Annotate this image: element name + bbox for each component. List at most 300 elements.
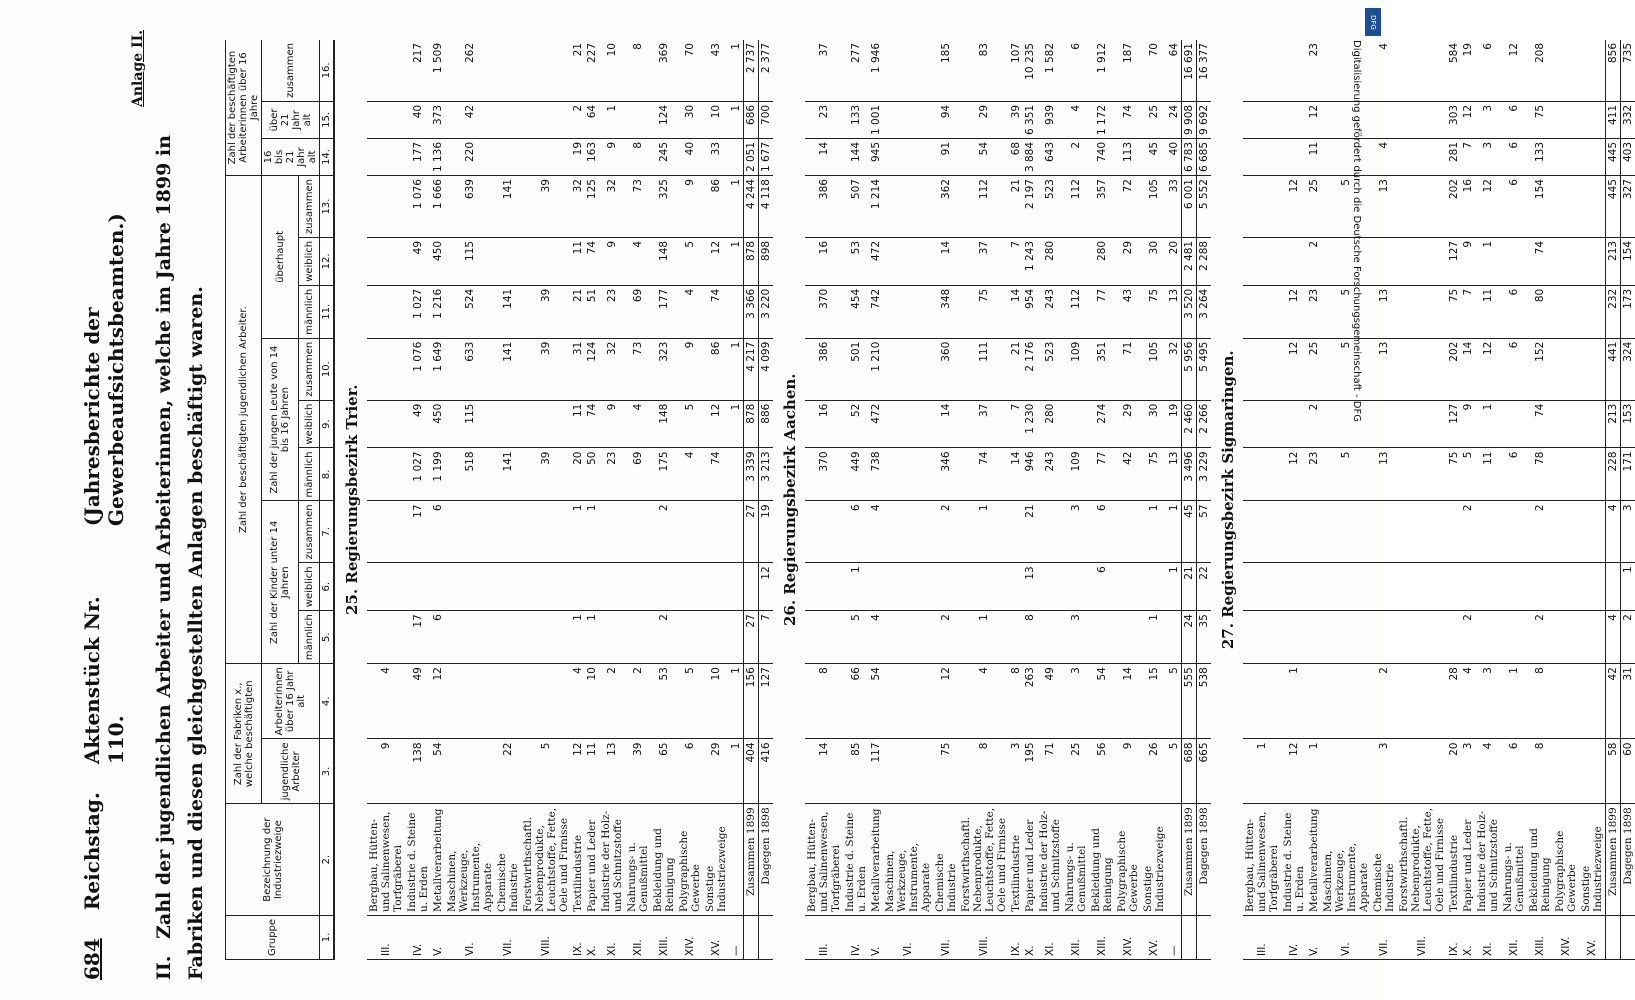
value-cell: 8 bbox=[1023, 611, 1037, 664]
value-cell: 1 912 bbox=[1089, 40, 1115, 101]
value-cell: 85 bbox=[843, 739, 869, 804]
value-cell: 141 bbox=[495, 285, 521, 338]
label-cell: Zusammen 1899 bbox=[1182, 804, 1197, 916]
value-cell: 52 bbox=[843, 400, 869, 448]
label-cell: Maschinen, Werkzeuge, Instrumente, Apparate bbox=[1321, 804, 1371, 916]
value-cell: 27 bbox=[744, 501, 759, 563]
value-cell: 232 bbox=[1606, 285, 1621, 338]
value-cell: 154 bbox=[1527, 176, 1553, 238]
value-cell: 17 bbox=[405, 501, 431, 563]
value-cell: 2 460 bbox=[1182, 400, 1197, 448]
value-cell: 3 213 bbox=[759, 448, 774, 501]
table-row bbox=[625, 40, 651, 960]
col-ueberhaupt: überhaupt bbox=[262, 176, 299, 339]
value-cell: 29 bbox=[1115, 400, 1141, 448]
value-cell: 12 bbox=[759, 563, 774, 611]
col-16-21: 16 bis 21 Jahr alt bbox=[262, 138, 320, 175]
value-cell: 1 bbox=[959, 501, 1009, 563]
value-cell bbox=[599, 611, 625, 664]
value-cell: 12 bbox=[1281, 285, 1307, 338]
value-cell bbox=[495, 664, 521, 739]
label-cell: Textilindustrie bbox=[1447, 804, 1461, 916]
value-cell: 39 bbox=[1009, 101, 1023, 138]
value-cell: 5 956 bbox=[1182, 338, 1197, 400]
table-row bbox=[843, 40, 869, 960]
value-cell bbox=[1321, 664, 1371, 739]
header-actenstueck: Aktenstück Nr. 110. bbox=[80, 596, 128, 765]
value-cell bbox=[1397, 448, 1447, 501]
value-cell: 20 bbox=[1167, 237, 1182, 285]
value-cell: 370 bbox=[805, 448, 843, 501]
value-cell: 185 bbox=[933, 40, 959, 101]
value-cell: 74 bbox=[585, 237, 599, 285]
table-row bbox=[1243, 40, 1281, 960]
value-cell bbox=[1167, 611, 1182, 664]
value-cell: 3 366 bbox=[744, 285, 759, 338]
value-cell: 5 bbox=[1321, 285, 1371, 338]
value-cell bbox=[1553, 40, 1579, 101]
value-cell bbox=[1089, 611, 1115, 664]
value-cell: 6 bbox=[1089, 563, 1115, 611]
value-cell: 144 bbox=[843, 138, 869, 175]
label-cell: Metallverarbeitung bbox=[869, 804, 883, 916]
value-cell: 11 bbox=[1475, 285, 1501, 338]
value-cell: 4 217 bbox=[744, 338, 759, 400]
value-cell bbox=[883, 664, 933, 739]
value-cell: 450 bbox=[431, 237, 445, 285]
value-cell bbox=[1501, 501, 1527, 563]
value-cell bbox=[585, 563, 599, 611]
value-cell: 43 bbox=[1115, 285, 1141, 338]
value-cell: 7 bbox=[1009, 400, 1023, 448]
value-cell: 75 bbox=[1447, 448, 1461, 501]
value-cell: 4 bbox=[869, 611, 883, 664]
value-cell: 13 bbox=[1371, 176, 1397, 238]
value-cell: 12 bbox=[1281, 739, 1307, 804]
value-cell: 28 bbox=[1447, 664, 1461, 739]
value-cell bbox=[367, 40, 405, 101]
value-cell: 5 bbox=[843, 611, 869, 664]
value-cell: 2 bbox=[625, 664, 651, 739]
value-cell: 5 bbox=[677, 237, 703, 285]
column-number: 5. bbox=[320, 611, 335, 664]
value-cell: 1 214 bbox=[869, 176, 883, 238]
value-cell bbox=[1243, 664, 1281, 739]
column-number: 7. bbox=[320, 501, 335, 563]
value-cell bbox=[495, 138, 521, 175]
value-cell: 6 bbox=[1501, 448, 1527, 501]
value-cell: 12 bbox=[703, 400, 729, 448]
value-cell: 441 bbox=[1606, 338, 1621, 400]
value-cell: 65 bbox=[651, 739, 677, 804]
value-cell: 1 bbox=[1621, 563, 1635, 611]
value-cell: 2 bbox=[651, 501, 677, 563]
value-cell: 141 bbox=[495, 338, 521, 400]
value-cell: 5 bbox=[1461, 448, 1475, 501]
value-cell bbox=[625, 563, 651, 611]
label-cell: Maschinen, Werkzeuge, Instrumente, Apparate bbox=[883, 804, 933, 916]
value-cell: 8 bbox=[625, 40, 651, 101]
value-cell bbox=[1371, 563, 1397, 611]
col-j-zusammen: zusammen bbox=[299, 338, 320, 400]
value-cell bbox=[521, 40, 571, 101]
group-cell: X. bbox=[1023, 915, 1037, 959]
value-cell: 13 bbox=[1371, 338, 1397, 400]
value-cell bbox=[495, 101, 521, 138]
value-cell: 1 bbox=[1141, 611, 1167, 664]
group-cell: XV. bbox=[1141, 915, 1167, 959]
value-cell: 40 bbox=[1167, 138, 1182, 175]
page-number: 684 bbox=[80, 938, 104, 980]
district-heading-row bbox=[773, 40, 805, 960]
value-cell: 411 bbox=[1606, 101, 1621, 138]
value-cell: 148 bbox=[651, 237, 677, 285]
label-cell: Metallverarbeitung bbox=[1307, 804, 1321, 916]
title-number: II. bbox=[153, 955, 175, 980]
value-cell: 245 bbox=[651, 138, 677, 175]
value-cell: 31 bbox=[571, 338, 585, 400]
value-cell: 303 bbox=[1447, 101, 1461, 138]
value-cell: 450 bbox=[431, 400, 445, 448]
value-cell: 112 bbox=[1063, 176, 1089, 238]
group-cell: III. bbox=[805, 915, 843, 959]
group-cell: VII. bbox=[1371, 915, 1397, 959]
value-cell: 878 bbox=[744, 400, 759, 448]
group-cell: IV. bbox=[843, 915, 869, 959]
value-cell: 56 bbox=[1089, 739, 1115, 804]
value-cell: 75 bbox=[1141, 285, 1167, 338]
title-text: Zahl der jugendlichen Arbeiter und Arbeiterinnen, welche im Jahre 1899 in Fabriken und diesen gleichgestellten Anlagen beschäftigt waren. bbox=[153, 135, 207, 980]
value-cell: 217 bbox=[405, 40, 431, 101]
value-cell: 124 bbox=[585, 338, 599, 400]
col-jugendliche: jugendliche Arbeiter bbox=[262, 739, 320, 804]
value-cell: 584 bbox=[1447, 40, 1461, 101]
value-cell: 2 bbox=[1307, 400, 1321, 448]
value-cell: 133 bbox=[1527, 138, 1553, 175]
value-cell: 42 bbox=[445, 101, 495, 138]
value-cell: 75 bbox=[1447, 285, 1461, 338]
table-row bbox=[1115, 40, 1141, 960]
value-cell bbox=[805, 501, 843, 563]
value-cell: 13 bbox=[1371, 448, 1397, 501]
label-cell: Sonstige Industriezweige bbox=[703, 804, 729, 916]
value-cell: 280 bbox=[1037, 237, 1063, 285]
total-row bbox=[1606, 40, 1621, 960]
value-cell: 14 bbox=[1009, 285, 1023, 338]
value-cell bbox=[1397, 237, 1447, 285]
value-cell: 71 bbox=[1037, 739, 1063, 804]
value-cell: 386 bbox=[805, 338, 843, 400]
value-cell bbox=[521, 400, 571, 448]
value-cell bbox=[883, 400, 933, 448]
value-cell bbox=[883, 285, 933, 338]
value-cell: 2 266 bbox=[1197, 400, 1212, 448]
value-cell: 1 bbox=[1167, 501, 1182, 563]
value-cell: 8 bbox=[1527, 739, 1553, 804]
group-cell: X. bbox=[585, 915, 599, 959]
value-cell bbox=[651, 563, 677, 611]
value-cell bbox=[599, 501, 625, 563]
group-cell: VII. bbox=[933, 915, 959, 959]
value-cell: 8 bbox=[1527, 664, 1553, 739]
value-cell bbox=[883, 101, 933, 138]
value-cell: 25 bbox=[1141, 101, 1167, 138]
value-cell bbox=[405, 563, 431, 611]
value-cell bbox=[1009, 563, 1023, 611]
value-cell bbox=[1307, 501, 1321, 563]
value-cell: 8 bbox=[805, 664, 843, 739]
value-cell: 243 bbox=[1037, 448, 1063, 501]
group-cell: VIII. bbox=[521, 915, 571, 959]
label-cell: Bekleidung und Reinigung bbox=[1527, 804, 1553, 916]
value-cell bbox=[1579, 664, 1606, 739]
value-cell: 29 bbox=[703, 739, 729, 804]
value-cell: 53 bbox=[843, 237, 869, 285]
value-cell: 91 bbox=[933, 138, 959, 175]
value-cell: 1 243 bbox=[1023, 237, 1037, 285]
value-cell: 9 bbox=[599, 138, 625, 175]
value-cell: 2 bbox=[651, 611, 677, 664]
table-row bbox=[585, 40, 599, 960]
value-cell: 10 bbox=[585, 664, 599, 739]
value-cell bbox=[1397, 611, 1447, 664]
value-cell bbox=[1321, 563, 1371, 611]
group-cell: IX. bbox=[1447, 915, 1461, 959]
value-cell: 69 bbox=[625, 448, 651, 501]
value-cell: 75 bbox=[1527, 101, 1553, 138]
table-row bbox=[651, 40, 677, 960]
value-cell: 3 496 bbox=[1182, 448, 1197, 501]
value-cell: 39 bbox=[521, 176, 571, 238]
value-cell bbox=[367, 563, 405, 611]
table-row bbox=[495, 40, 521, 960]
value-cell bbox=[495, 611, 521, 664]
value-cell: 117 bbox=[869, 739, 883, 804]
value-cell: 633 bbox=[445, 338, 495, 400]
column-number: 12. bbox=[320, 237, 335, 285]
value-cell: 6 bbox=[1501, 176, 1527, 238]
value-cell: 74 bbox=[1527, 237, 1553, 285]
value-cell bbox=[1501, 611, 1527, 664]
value-cell bbox=[1553, 664, 1579, 739]
value-cell: 16 691 bbox=[1182, 40, 1197, 101]
value-cell: 77 bbox=[1089, 285, 1115, 338]
value-cell: 1 bbox=[729, 40, 744, 101]
value-cell: 507 bbox=[843, 176, 869, 238]
column-number: 1. bbox=[320, 915, 335, 959]
column-number: 6. bbox=[320, 563, 335, 611]
value-cell bbox=[1501, 237, 1527, 285]
table-row bbox=[1089, 40, 1115, 960]
value-cell: 1 076 bbox=[405, 176, 431, 238]
value-cell: 12 bbox=[1281, 338, 1307, 400]
value-cell bbox=[883, 237, 933, 285]
value-cell: 2 bbox=[1461, 611, 1475, 664]
value-cell: 14 bbox=[805, 739, 843, 804]
value-cell: 445 bbox=[1606, 138, 1621, 175]
col-gruppe: Gruppe bbox=[226, 915, 320, 959]
value-cell: 54 bbox=[1089, 664, 1115, 739]
value-cell: 6 bbox=[431, 611, 445, 664]
anlage-label: Anlage II. bbox=[130, 30, 146, 107]
table-row bbox=[1281, 40, 1307, 960]
value-cell: 73 bbox=[625, 176, 651, 238]
value-cell bbox=[1501, 400, 1527, 448]
value-cell: 9 908 bbox=[1182, 101, 1197, 138]
value-cell bbox=[1579, 237, 1606, 285]
table-row bbox=[1553, 40, 1579, 960]
group-cell bbox=[1197, 915, 1212, 959]
value-cell: 6 bbox=[1501, 338, 1527, 400]
value-cell: 1 582 bbox=[1037, 40, 1063, 101]
value-cell: 8 bbox=[959, 739, 1009, 804]
value-cell: 124 bbox=[651, 101, 677, 138]
value-cell: 4 bbox=[869, 501, 883, 563]
table-row bbox=[703, 40, 729, 960]
value-cell bbox=[1063, 237, 1089, 285]
label-cell: Papier und Leder bbox=[1023, 804, 1037, 916]
value-cell: 4 bbox=[571, 664, 585, 739]
value-cell: 4 bbox=[677, 448, 703, 501]
value-cell bbox=[1243, 285, 1281, 338]
group-cell: XII. bbox=[1063, 915, 1089, 959]
value-cell: 6 bbox=[1475, 40, 1501, 101]
table-row bbox=[1023, 40, 1037, 960]
value-cell: 332 bbox=[1621, 101, 1635, 138]
value-cell: 5 bbox=[1321, 176, 1371, 238]
value-cell: 32 bbox=[599, 338, 625, 400]
label-cell: Papier und Leder bbox=[585, 804, 599, 916]
value-cell: 51 bbox=[585, 285, 599, 338]
value-cell: 113 bbox=[1115, 138, 1141, 175]
value-cell: 13 bbox=[1167, 448, 1182, 501]
value-cell: 69 bbox=[625, 285, 651, 338]
value-cell bbox=[1553, 739, 1579, 804]
column-number: 11. bbox=[320, 285, 335, 338]
value-cell: 13 bbox=[599, 739, 625, 804]
value-cell bbox=[1281, 101, 1307, 138]
value-cell: 14 bbox=[1009, 448, 1023, 501]
value-cell bbox=[1281, 563, 1307, 611]
value-cell bbox=[1397, 664, 1447, 739]
group-cell: VIII. bbox=[1397, 915, 1447, 959]
value-cell: 5 bbox=[677, 664, 703, 739]
value-cell bbox=[445, 664, 495, 739]
value-cell: 1 bbox=[571, 611, 585, 664]
district-heading-row bbox=[1211, 40, 1243, 960]
table-head bbox=[226, 40, 335, 960]
value-cell: 75 bbox=[933, 739, 959, 804]
column-number: 13. bbox=[320, 176, 335, 238]
value-cell: 32 bbox=[571, 176, 585, 238]
value-cell: 70 bbox=[1141, 40, 1167, 101]
value-cell bbox=[1321, 138, 1371, 175]
value-cell: 945 bbox=[869, 138, 883, 175]
value-cell: 3 339 bbox=[744, 448, 759, 501]
value-cell: 1 027 bbox=[405, 448, 431, 501]
value-cell: 115 bbox=[445, 237, 495, 285]
value-cell: 30 bbox=[1141, 237, 1167, 285]
value-cell: 3 bbox=[1063, 664, 1089, 739]
value-cell bbox=[1553, 338, 1579, 400]
table-row bbox=[869, 40, 883, 960]
label-cell: Industrie d. Steine u. Erden bbox=[405, 804, 431, 916]
value-cell: 2 051 bbox=[744, 138, 759, 175]
value-cell: 6 bbox=[677, 739, 703, 804]
value-cell: 42 bbox=[1606, 664, 1621, 739]
value-cell bbox=[729, 138, 744, 175]
value-cell bbox=[521, 138, 571, 175]
value-cell: 112 bbox=[959, 176, 1009, 238]
value-cell: 21 bbox=[1182, 563, 1197, 611]
value-cell: 454 bbox=[843, 285, 869, 338]
value-cell: 538 bbox=[1197, 664, 1212, 739]
label-cell: Papier und Leder bbox=[1461, 804, 1475, 916]
value-cell: 9 bbox=[1115, 739, 1141, 804]
label-cell: Textilindustrie bbox=[1009, 804, 1023, 916]
value-cell: 6 bbox=[1501, 739, 1527, 804]
value-cell: 39 bbox=[521, 448, 571, 501]
value-cell: 360 bbox=[933, 338, 959, 400]
value-cell bbox=[367, 611, 405, 664]
col-kinder: Zahl der Kinder unter 14 Jahren bbox=[262, 501, 299, 664]
value-cell bbox=[1281, 138, 1307, 175]
group-cell: VI. bbox=[883, 915, 933, 959]
value-cell: 518 bbox=[445, 448, 495, 501]
column-number: 9. bbox=[320, 400, 335, 448]
value-cell: 138 bbox=[405, 739, 431, 804]
table-row bbox=[1475, 40, 1501, 960]
col-u-maennlich: männlich bbox=[299, 285, 320, 338]
value-cell: 262 bbox=[445, 40, 495, 101]
value-cell: 939 bbox=[1037, 101, 1063, 138]
table-row bbox=[729, 40, 744, 960]
value-cell: 39 bbox=[625, 739, 651, 804]
value-cell bbox=[1397, 338, 1447, 400]
value-cell bbox=[1397, 501, 1447, 563]
value-cell bbox=[1037, 501, 1063, 563]
value-cell: 12 bbox=[1475, 338, 1501, 400]
total-row bbox=[759, 40, 774, 960]
value-cell: 6 351 bbox=[1023, 101, 1037, 138]
value-cell: 141 bbox=[495, 448, 521, 501]
value-cell: 68 bbox=[1009, 138, 1023, 175]
value-cell: 2 737 bbox=[744, 40, 759, 101]
value-cell: 45 bbox=[1141, 138, 1167, 175]
value-cell bbox=[883, 40, 933, 101]
value-cell bbox=[1243, 563, 1281, 611]
value-cell: 6 001 bbox=[1182, 176, 1197, 238]
value-cell: 1 bbox=[1243, 739, 1281, 804]
value-cell bbox=[1243, 400, 1281, 448]
district-heading: 25. Regierungsbezirk Trier. bbox=[343, 384, 361, 615]
value-cell: 54 bbox=[959, 138, 1009, 175]
value-cell: 501 bbox=[843, 338, 869, 400]
value-cell: 9 bbox=[599, 400, 625, 448]
value-cell bbox=[1579, 611, 1606, 664]
value-cell: 1 199 bbox=[431, 448, 445, 501]
value-cell bbox=[1579, 400, 1606, 448]
group-cell: X. bbox=[1461, 915, 1475, 959]
table-row bbox=[1579, 40, 1606, 960]
value-cell: 3 bbox=[1009, 739, 1023, 804]
value-cell: 5 552 bbox=[1197, 176, 1212, 238]
value-cell: 111 bbox=[959, 338, 1009, 400]
value-cell: 80 bbox=[1527, 285, 1553, 338]
value-cell: 29 bbox=[959, 101, 1009, 138]
value-cell: 7 bbox=[759, 611, 774, 664]
value-cell: 202 bbox=[1447, 176, 1461, 238]
